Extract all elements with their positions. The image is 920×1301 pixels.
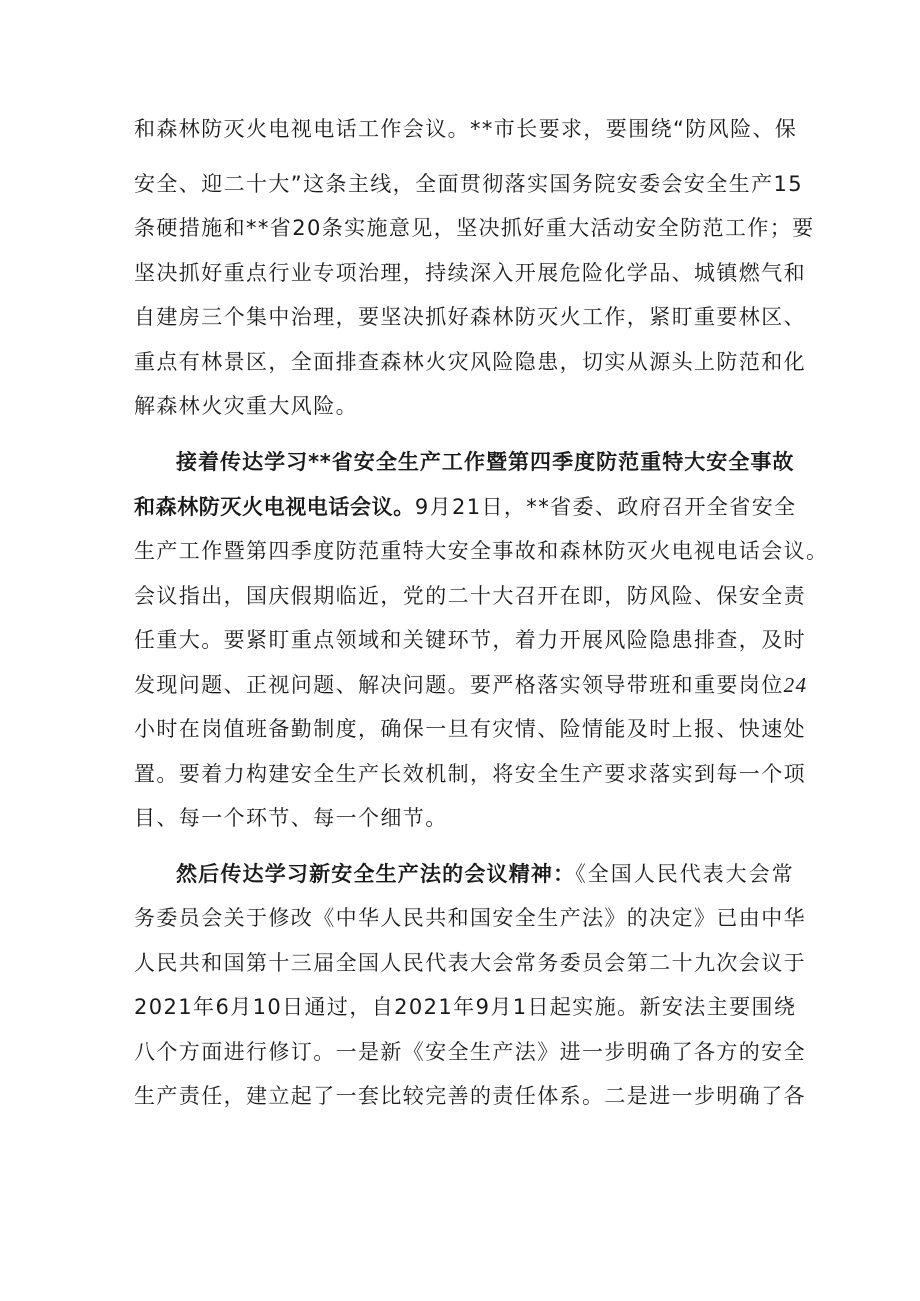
text-line: 人民共和国第十三届全国人民代表大会常务委员会第二十九次会议于 <box>134 951 806 975</box>
text-line: 目、每一个环节、每一个细节。 <box>134 806 448 830</box>
text-line: 会议指出，国庆假期临近，党的二十大召开在即，防风险、保安全责 <box>134 584 806 608</box>
text-line: 解森林火灾重大风险。 <box>134 394 358 418</box>
text-line: 生产责任，建立起了一套比较完善的责任体系。二是进一步明确了各 <box>134 1084 806 1108</box>
text-line: 坚决抓好重点行业专项治理，持续深入开展危险化学品、城镇燃气和 <box>134 261 806 285</box>
text-span: 9月21日，**省委、政府召开全省安全 <box>414 495 797 519</box>
text-line: 2021年6月10日通过，自2021年9月1日起实施。新安法主要围绕 <box>134 995 797 1019</box>
text-span: 《全国人民代表大会常 <box>575 862 794 886</box>
text-line: 任重大。要紧盯重点领域和关键环节，着力开展风险隐患排查，及时 <box>134 628 806 652</box>
text-line <box>176 859 794 889</box>
text-line <box>134 670 808 700</box>
text-line: 生产工作暨第四季度防范重特大安全事故和森林防灭火电视电话会议。 <box>134 539 829 563</box>
text-line: 安全、迎二十大”这条主线，全面贯彻落实国务院安委会安全生产15 <box>134 172 803 196</box>
paragraph-heading: 接着传达学习**省安全生产工作暨第四季度防范重特大安全事故 <box>176 450 794 474</box>
paragraph-heading-continued: 和森林防灭火电视电话会议。 <box>134 495 415 519</box>
text-line: 自建房三个集中治理，要坚决抓好森林防灭火工作，紧盯重要林区、 <box>134 305 806 329</box>
text-line: 重点有林景区，全面排查森林火灾风险隐患，切实从源头上防范和化 <box>134 350 806 374</box>
text-line: 置。要着力构建安全生产长效机制，将安全生产要求落实到每一个项 <box>134 762 806 786</box>
paragraph-heading: 然后传达学习新安全生产法的会议精神： <box>176 862 576 886</box>
text-line: 和森林防灭火电视电话工作会议。**市长要求，要围绕“防风险、保 <box>134 117 798 141</box>
text-span: 发现问题、正视问题、解决问题。要严格落实领导带班和重要岗位 <box>134 673 784 697</box>
text-line: 务委员会关于修改《中华人民共和国安全生产法》的决定》已由中华 <box>134 906 806 930</box>
text-line: 八个方面进行修订。一是新《安全生产法》进一步明确了各方的安全 <box>134 1040 806 1064</box>
numeral-span: 24 <box>783 673 808 697</box>
text-line: 小时在岗值班备勤制度，确保一旦有灾情、险情能及时上报、快速处 <box>134 717 806 741</box>
text-line: 条硬措施和**省20条实施意见，坚决抓好重大活动安全防范工作；要 <box>134 216 815 240</box>
text-line <box>134 492 797 522</box>
